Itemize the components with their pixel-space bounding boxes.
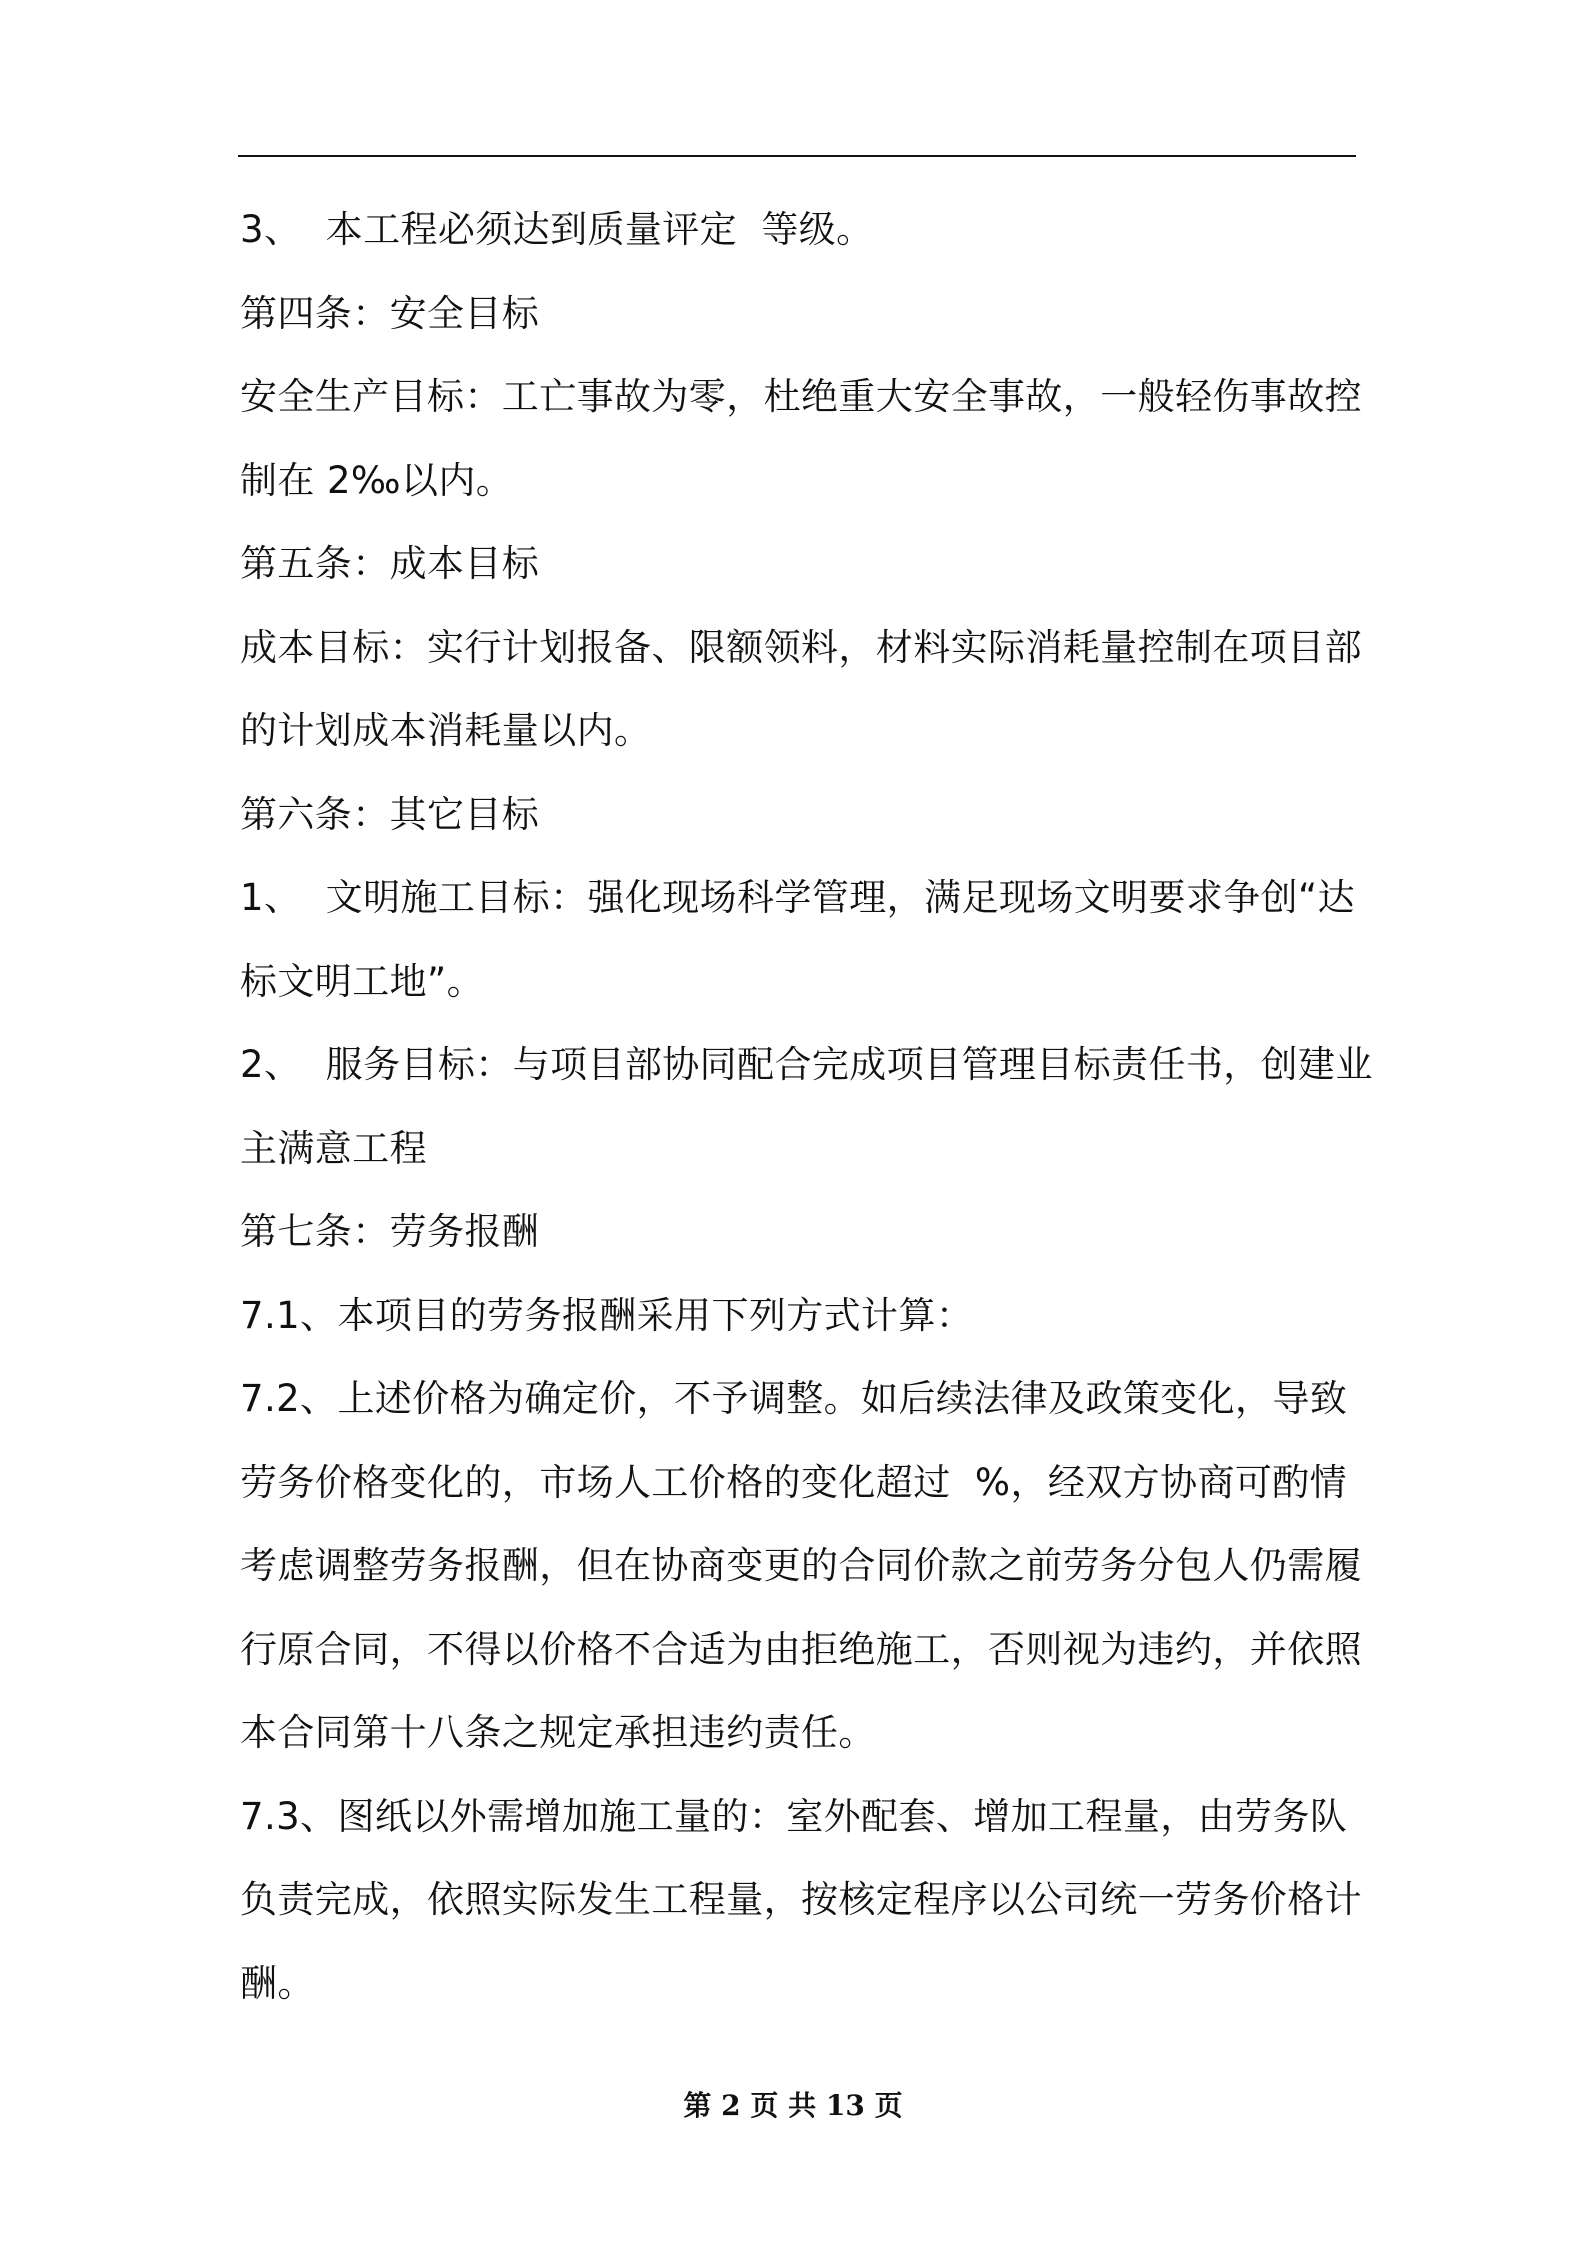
safety-target-line-1: 安全生产目标：工亡事故为零，杜绝重大安全事故，一般轻伤事故控: [240, 375, 1362, 418]
article-5-heading: 第五条：成本目标: [240, 542, 540, 585]
clause-7-2-line-1: 7.2、上述价格为确定价，不予调整。如后续法律及政策变化，导致: [240, 1377, 1348, 1420]
civilized-construction-line-1: 1、 文明施工目标：强化现场科学管理，满足现场文明要求争创“达: [240, 876, 1356, 919]
clause-7-3-line-1: 7.3、图纸以外需增加施工量的：室外配套、增加工程量，由劳务队: [240, 1794, 1348, 1838]
safety-target-line-2: 制在 2‰以内。: [240, 458, 514, 502]
document-body: [240, 188, 1373, 2025]
civilized-construction-line-2: 标文明工地”。: [240, 959, 484, 1003]
cost-target-line-2: 的计划成本消耗量以内。: [240, 709, 652, 752]
article-7-heading: 第七条：劳务报酬: [240, 1210, 540, 1253]
clause-7-2-line-5: 本合同第十八条之规定承担违约责任。: [240, 1711, 876, 1754]
clause-7-2-line-4: 行原合同，不得以价格不合适为由拒绝施工，否则视为违约，并依照: [240, 1627, 1362, 1671]
page-number-footer: 第 2 页 共 13 页: [683, 2089, 903, 2122]
clause-7-3-line-2: 负责完成，依照实际发生工程量，按核定程序以公司统一劳务价格计: [240, 1878, 1362, 1921]
clause-7-1-line: 7.1、本项目的劳务报酬采用下列方式计算：: [240, 1293, 974, 1337]
article-6-heading: 第六条：其它目标: [240, 792, 540, 836]
cost-target-line-1: 成本目标：实行计划报备、限额领料，材料实际消耗量控制在项目部: [240, 625, 1362, 669]
service-target-line-2: 主满意工程: [240, 1126, 427, 1170]
clause-7-2-line-3: 考虑调整劳务报酬，但在协商变更的合同价款之前劳务分包人仍需履: [240, 1544, 1362, 1587]
article-4-heading: 第四条：安全目标: [240, 291, 540, 335]
clause-7-3-line-3: 酬。: [240, 1961, 315, 2005]
clause-7-2-line-2: 劳务价格变化的，市场人工价格的变化超过 %，经双方协商可酌情: [240, 1460, 1348, 1504]
service-target-line-1: 2、 服务目标：与项目部协同配合完成项目管理目标责任书，创建业: [240, 1043, 1373, 1086]
clause-3-quality-line: 3、 本工程必须达到质量评定 等级。: [240, 208, 874, 251]
header-rule: [238, 155, 1356, 157]
